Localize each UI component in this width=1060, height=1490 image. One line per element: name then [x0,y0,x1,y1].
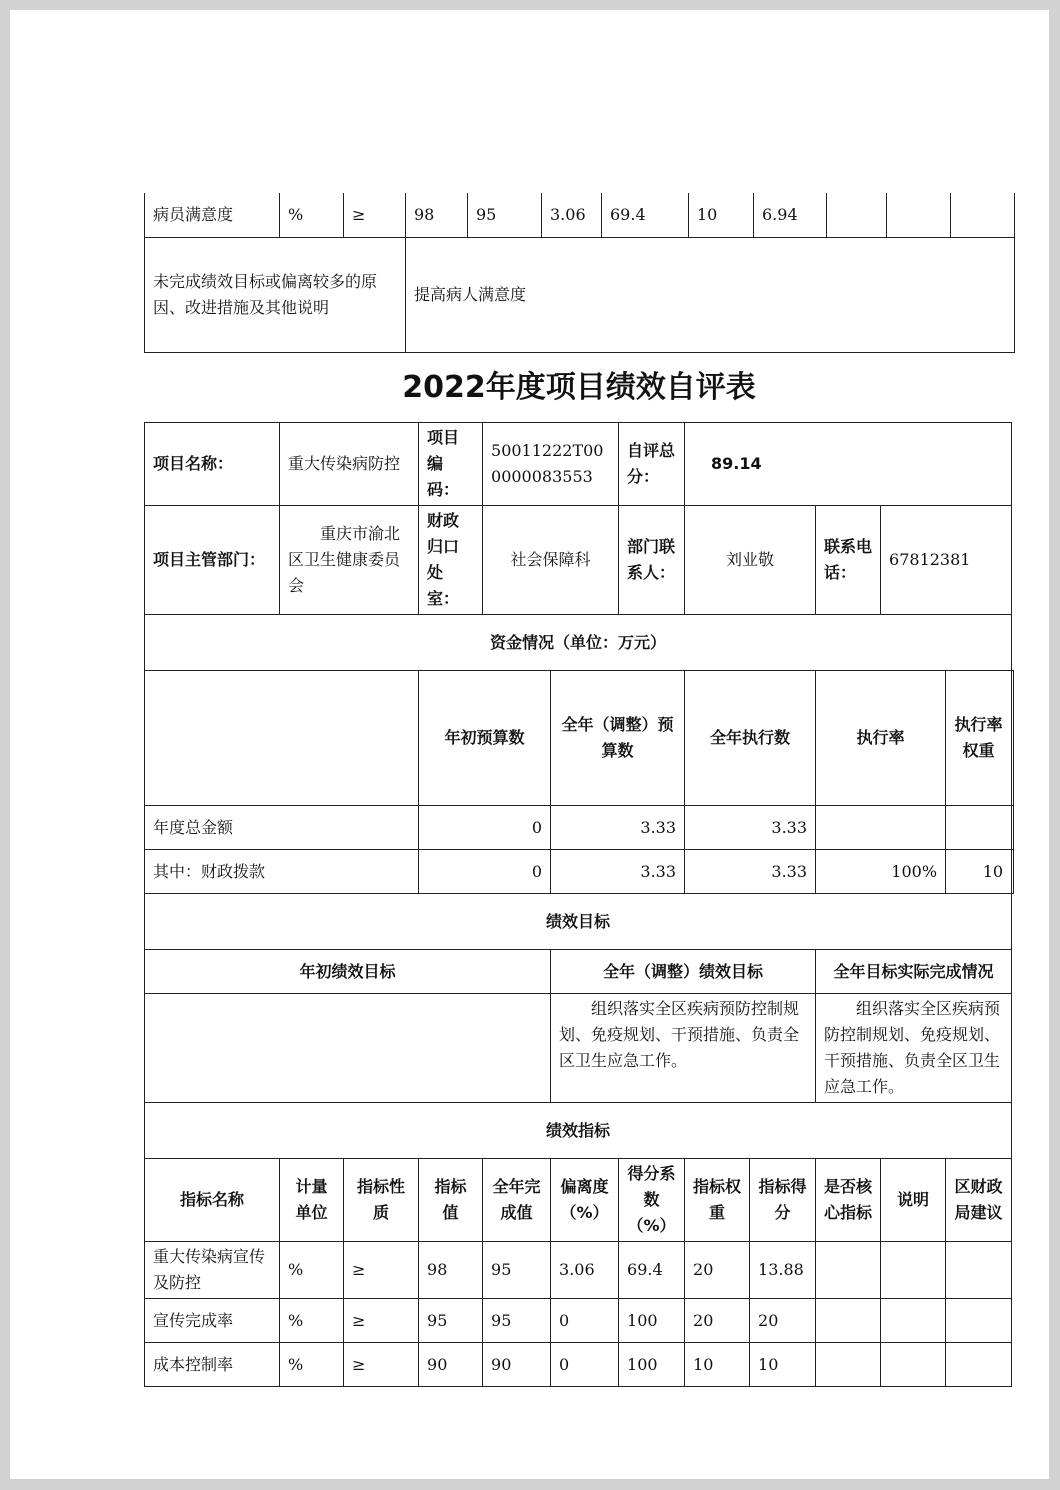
funds-section-row [145,615,1014,671]
ind-unit: % [280,1343,344,1387]
ind-value: 98 [419,1242,483,1299]
ind-suggestion [946,1343,1012,1387]
goals-header-actual: 全年目标实际完成情况 [816,950,1012,994]
ind-score: 13.88 [750,1242,816,1299]
funds-section-title: 资金情况（单位：万元） [145,615,1012,671]
indicators-header-row [145,1159,1014,1242]
ind-actual: 95 [483,1242,551,1299]
ind-deviation: 3.06 [551,1242,619,1299]
ind-note [881,1299,946,1343]
score-label: 自评总分： [619,423,685,506]
funds-row-label: 年度总金额 [145,806,419,850]
ind-name: 宣传完成率 [145,1299,280,1343]
nature: ≥ [344,193,406,237]
ind-header-note: 说明 [881,1159,946,1242]
funds-weight: 10 [946,850,1012,894]
ind-suggestion [946,1242,1012,1299]
unit: % [280,193,344,237]
goals-section-row [145,894,1014,950]
document-page [10,10,1049,1479]
funds-score [1012,806,1014,850]
ind-header-core: 是否核心指标 [816,1159,881,1242]
score-coefficient: 69.4 [602,193,689,237]
ind-header-unit: 计量单位 [280,1159,344,1242]
ind-actual: 90 [483,1343,551,1387]
ind-name: 成本控制率 [145,1343,280,1387]
ind-weight: 10 [685,1343,750,1387]
funds-row-label: 其中：财政拨款 [145,850,419,894]
funds-budget: 0 [419,806,551,850]
ind-deviation: 0 [551,1343,619,1387]
ind-actual: 95 [483,1299,551,1343]
ind-weight: 20 [685,1242,750,1299]
contact-label: 部门联系人： [619,506,685,615]
funds-header-budget: 年初预算数 [419,671,551,806]
ind-deviation: 0 [551,1299,619,1343]
funds-header-blank [145,671,419,806]
ind-value: 95 [419,1299,483,1343]
funds-rate: 100% [816,850,946,894]
funds-budget: 0 [419,850,551,894]
table-row [145,806,1014,850]
deviation: 3.06 [542,193,602,237]
table-row [145,193,1015,237]
funds-adjusted: 3.33 [551,850,685,894]
ind-nature: ≥ [344,1242,419,1299]
weight: 10 [689,193,754,237]
ind-score: 20 [750,1299,816,1343]
page-title: 2022年度项目绩效自评表 [402,370,756,405]
phone-value: 67812381 [881,506,1012,615]
ind-name: 重大传染病宣传及防控 [145,1242,280,1299]
ind-core [816,1299,881,1343]
goals-section-title: 绩效目标 [145,894,1012,950]
table-row [145,1343,1014,1387]
core-flag [827,193,887,237]
note [887,193,951,237]
target-value: 98 [406,193,468,237]
funds-header-executed: 全年执行数 [685,671,816,806]
ind-header-suggestion: 区财政局建议 [946,1159,1012,1242]
funds-executed: 3.33 [685,806,816,850]
total-score: 89.14 [685,423,1012,506]
contact-value: 刘业敬 [685,506,816,615]
goal-actual: 组织落实全区疾病预防控制规划、免疫规划、干预措施、负责全区卫生应急工作。 [816,994,1012,1103]
ind-header-value: 指标值 [419,1159,483,1242]
ind-nature: ≥ [344,1299,419,1343]
ind-suggestion [946,1299,1012,1343]
ind-weight: 20 [685,1299,750,1343]
ind-header-nature: 指标性质 [344,1159,419,1242]
ind-header-deviation: 偏离度（%） [551,1159,619,1242]
ind-unit: % [280,1299,344,1343]
goal-adjusted: 组织落实全区疾病预防控制规划、免疫规划、干预措施、负责全区卫生应急工作。 [551,994,816,1103]
project-name: 重大传染病防控 [280,423,419,506]
indicators-section-title: 绩效指标 [145,1103,1012,1159]
table-row [145,1242,1014,1299]
funds-rate [816,806,946,850]
ind-coefficient: 100 [619,1343,685,1387]
project-code: 50011222T000000083553 [483,423,619,506]
funds-weight [946,806,1012,850]
ind-value: 90 [419,1343,483,1387]
ind-unit: % [280,1242,344,1299]
ind-core [816,1343,881,1387]
indicators-section-row [145,1103,1014,1159]
finance-value: 社会保障科 [483,506,619,615]
funds-header-rate: 执行率 [816,671,946,806]
funds-adjusted: 3.33 [551,806,685,850]
project-name-label: 项目名称： [145,423,280,506]
score: 6.94 [754,193,827,237]
ind-score: 10 [750,1343,816,1387]
funds-executed: 3.33 [685,850,816,894]
ind-nature: ≥ [344,1343,419,1387]
dept-label: 项目主管部门： [145,506,280,615]
funds-header-adjusted: 全年（调整）预算数 [551,671,685,806]
goals-header-adjusted: 全年（调整）绩效目标 [551,950,816,994]
ind-header-actual: 全年完成值 [483,1159,551,1242]
ind-header-name: 指标名称 [145,1159,280,1242]
table-row [145,850,1014,894]
indicator-name: 病员满意度 [145,193,280,237]
dept-value: 重庆市渝北区卫生健康委员会 [280,506,419,615]
ind-note [881,1242,946,1299]
goal-initial [145,994,551,1103]
funds-score [1012,850,1014,894]
ind-header-coefficient: 得分系数（%） [619,1159,685,1242]
reason-row [145,237,1015,352]
funds-header-row [145,671,1014,806]
info-row-1 [145,423,1014,506]
ind-note [881,1343,946,1387]
reason-text: 提高病人满意度 [406,237,1015,352]
ind-coefficient: 69.4 [619,1242,685,1299]
ind-header-score: 指标得分 [750,1159,816,1242]
actual-value: 95 [468,193,542,237]
goals-header-initial: 年初绩效目标 [145,950,551,994]
ind-header-weight: 指标权重 [685,1159,750,1242]
goals-header-row [145,950,1014,994]
info-row-2 [145,506,1014,615]
previous-indicator-table [144,193,1015,353]
ind-core [816,1242,881,1299]
ind-coefficient: 100 [619,1299,685,1343]
phone-label: 联系电话： [816,506,881,615]
project-code-label: 项目编码： [419,423,483,506]
finance-label: 财政归口处室： [419,506,483,615]
funds-header-weight: 执行率权重 [946,671,1012,806]
self-evaluation-table [144,422,1014,1387]
reason-label: 未完成绩效目标或偏离较多的原因、改进措施及其他说明 [145,237,406,352]
funds-header-score [1012,671,1014,806]
goals-content-row [145,994,1014,1103]
table-row [145,1299,1014,1343]
suggestion [951,193,1015,237]
